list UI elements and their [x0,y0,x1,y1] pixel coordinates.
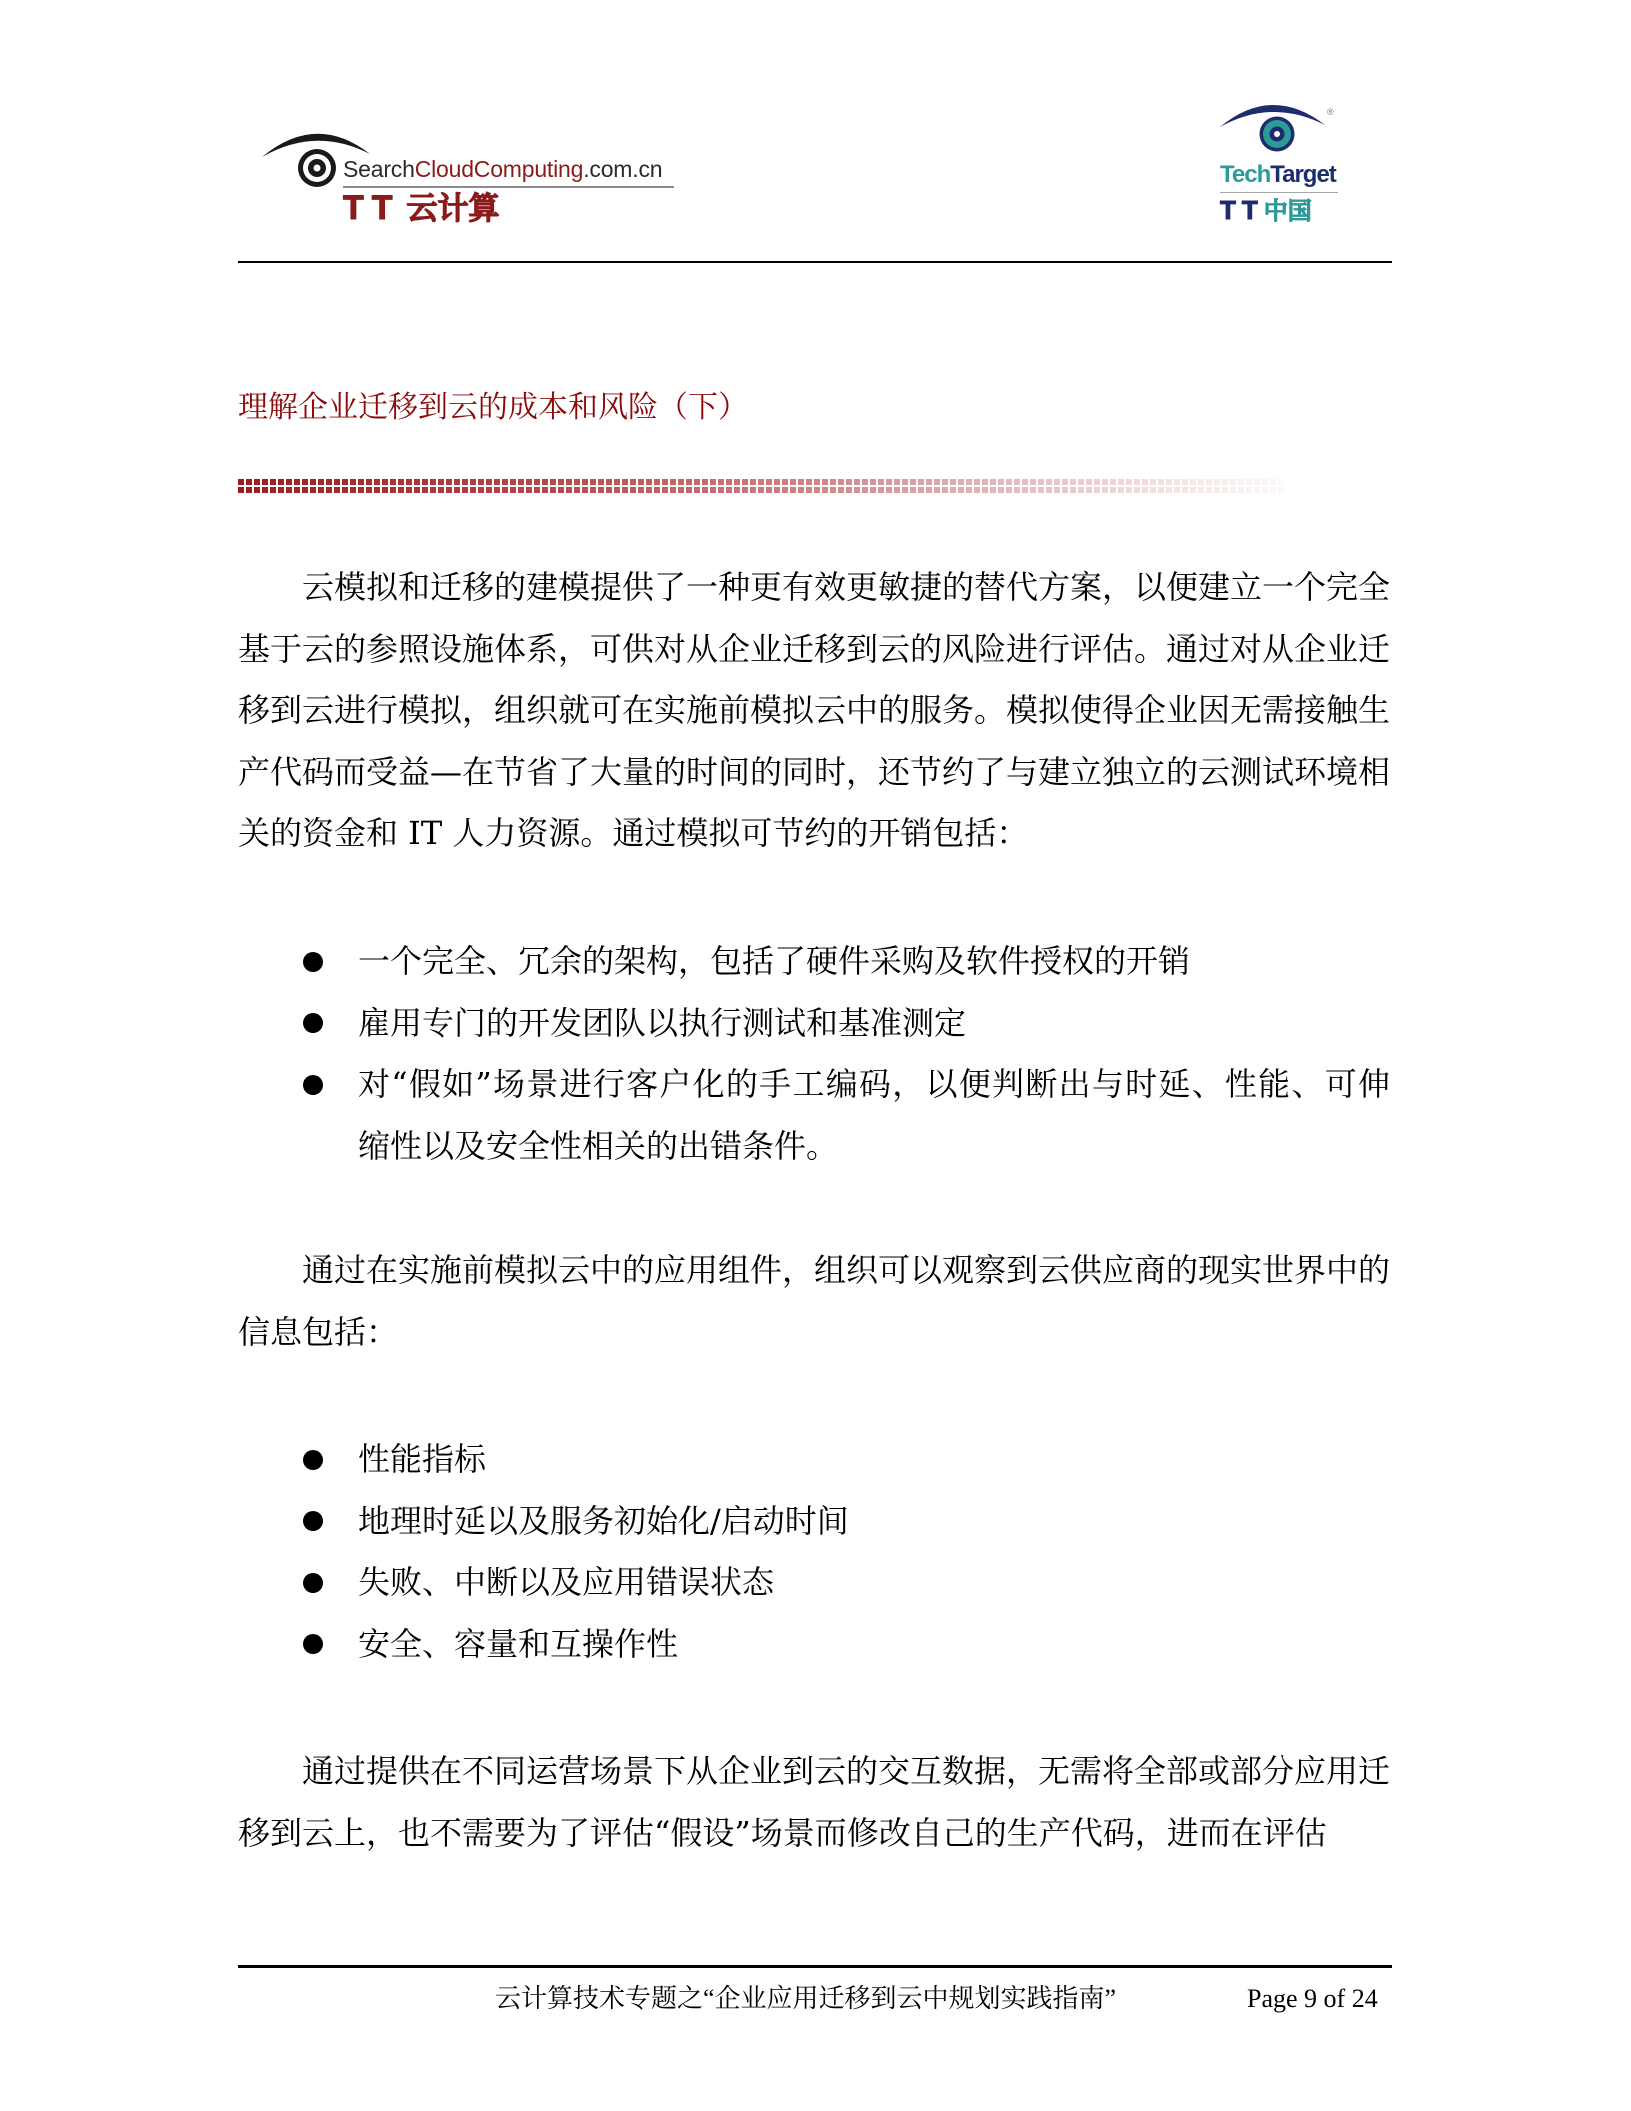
eye-logo-icon [1212,98,1337,158]
page-total: 24 [1351,1984,1378,2013]
bullet-dot-icon [303,1013,323,1033]
page-prefix: Page [1247,1984,1298,2013]
bullet-dot-icon [303,1634,323,1654]
site-name-search: Search [343,156,415,182]
brand-cloud-computing-cn: 云计算 [406,191,500,227]
text-line: 通过在实施前模拟云中的应用组件，组织可以观察到云供应商的现实世界中的 [302,1251,1391,1289]
list-item [238,1054,1390,1177]
text-line: 移到云进行模拟，组织就可在实施前模拟云中的服务。模拟使得企业因无需接触生 [238,691,1391,729]
brand-china-cn: 中国 [1263,197,1312,225]
list-item [238,1429,1390,1491]
registered-mark: ® [1327,107,1334,117]
brand-tt: TT [343,189,401,227]
text-line: 云模拟和迁移的建模提供了一种更有效更敏捷的替代方案，以便建立一个完全 [302,568,1391,606]
article-title: 理解企业迁移到云的成本和风险（下） [238,390,748,425]
paragraph-3 [238,1741,1390,1864]
paragraph-1 [238,557,1390,865]
list-item [238,1491,1390,1553]
techtarget-wordmark [1220,163,1336,187]
list-item-text: 地理时延以及服务初始化/启动时间 [358,1501,849,1540]
list-item [238,1614,1390,1676]
bullet-list-2 [238,1429,1390,1675]
text-line: 信息包括： [238,1312,399,1351]
list-item-text: 一个完全、冗余的架构，包括了硬件采购及软件授权的开销 [358,942,1191,980]
brand-tt-china [1220,197,1312,223]
text-line: 通过提供在不同运营场景下从企业到云的交互数据，无需将全部或部分应用迁 [302,1752,1391,1790]
decorative-dotted-band [238,479,1284,493]
logo-separator [1220,192,1338,193]
bullet-dot-icon [303,1573,323,1593]
text-line: 基于云的参照设施体系，可供对从企业迁移到云的风险进行评估。通过对从企业迁 [238,629,1391,668]
list-item-text: 雇用专门的开发团队以执行测试和基准测定 [358,1003,967,1042]
bullet-dot-icon [303,952,323,972]
bullet-list-1 [238,931,1390,1177]
bullet-dot-icon [303,1511,323,1531]
wordmark-target: Target [1270,161,1336,188]
text-line: 关的资金和 IT 人力资源。通过模拟可节约的开销包括： [238,814,1029,852]
text-line: 产代码而受益—在节省了大量的时间的同时，还节约了与建立独立的云测试环境相 [238,752,1391,791]
header-divider [238,261,1392,263]
page-number [1247,1984,1378,2014]
page-current: 9 [1304,1984,1318,2013]
logo-underline [343,186,674,188]
list-item-text: 失败、中断以及应用错误状态 [358,1563,775,1601]
bullet-dot-icon [303,1450,323,1470]
footer-series-title: 云计算技术专题之“企业应用迁移到云中规划实践指南” [495,1984,1117,2013]
list-item [238,993,1390,1055]
wordmark-tech: Tech [1220,161,1271,188]
site-name [343,158,662,181]
list-item [238,931,1390,993]
list-item-text: 对“假如”场景进行客户化的手工编码，以便判断出与时延、性能、可伸 [358,1065,1390,1103]
list-item-text: 性能指标 [358,1440,487,1478]
list-item-text: 缩性以及安全性相关的出错条件。 [358,1126,839,1165]
paragraph-2 [238,1240,1390,1363]
list-item [238,1552,1390,1614]
brand-tt-cloud [343,191,500,225]
brand-tt: TT [1220,195,1264,225]
site-name-cloudcomputing: CloudComputing [414,156,584,182]
site-name-domain: .com.cn [583,156,663,182]
list-item-text: 安全、容量和互操作性 [358,1624,679,1663]
text-line: 移到云上，也不需要为了评估“假设”场景而修改自己的生产代码，进而在评估 [238,1813,1327,1852]
bullet-dot-icon [303,1075,323,1095]
page-of: of [1323,1984,1346,2013]
footer-divider [238,1965,1392,1968]
